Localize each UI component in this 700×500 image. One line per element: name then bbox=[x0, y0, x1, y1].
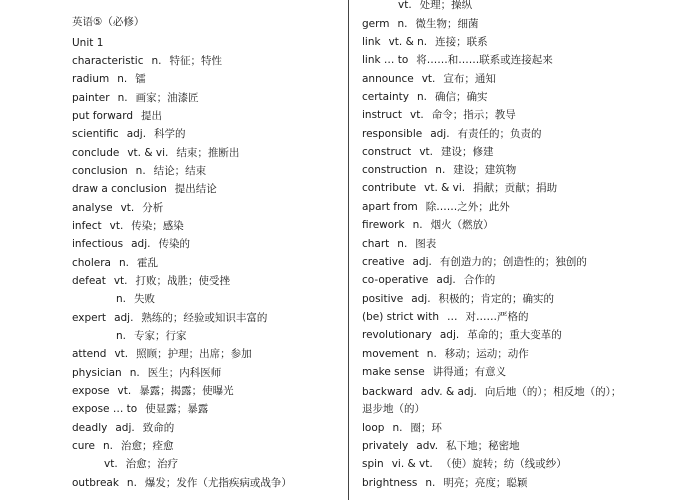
part-of-speech: n. bbox=[397, 238, 408, 250]
vocab-meaning: 除……之外；此外 bbox=[425, 201, 510, 213]
vocab-entry bbox=[362, 292, 554, 306]
vocab-entry bbox=[362, 273, 495, 287]
vocab-word: certainty bbox=[362, 91, 410, 103]
vocab-entry bbox=[362, 145, 493, 159]
vocab-entry bbox=[362, 163, 516, 177]
column-divider bbox=[348, 0, 349, 500]
part-of-speech: n. bbox=[102, 440, 113, 452]
vocab-word: expose bbox=[72, 385, 110, 397]
part-of-speech: vt. & n. bbox=[388, 36, 428, 48]
vocab-meaning: 图表 bbox=[415, 238, 437, 250]
vocab-meaning: 确信；确实 bbox=[435, 91, 488, 103]
vocab-entry bbox=[72, 91, 199, 105]
vocab-word: conclusion bbox=[72, 165, 128, 177]
vocab-entry bbox=[72, 384, 234, 398]
part-of-speech: adj. bbox=[436, 274, 456, 286]
vocab-word: brightness bbox=[362, 477, 418, 489]
vocab-entry bbox=[362, 90, 488, 104]
part-of-speech: n. bbox=[397, 18, 408, 30]
part-of-speech: n. bbox=[435, 164, 446, 176]
vocab-meaning: 提出 bbox=[141, 110, 163, 122]
vocab-meaning: 提出结论 bbox=[174, 183, 217, 195]
vocab-meaning: 科学的 bbox=[154, 128, 186, 140]
vocab-entry bbox=[72, 72, 146, 86]
part-of-speech: … bbox=[446, 311, 458, 323]
part-of-speech: adj. bbox=[439, 329, 460, 341]
part-of-speech: adj. bbox=[115, 422, 135, 434]
vocab-entry bbox=[362, 255, 587, 269]
vocab-entry bbox=[72, 146, 239, 160]
vocab-meaning: 烟火（燃放） bbox=[430, 219, 494, 231]
vocab-word: loop bbox=[362, 422, 385, 434]
part-of-speech: n. bbox=[412, 219, 423, 231]
vocab-entry bbox=[362, 200, 510, 214]
part-of-speech: n. bbox=[116, 293, 126, 305]
part-of-speech: vt. bbox=[113, 275, 128, 287]
vocab-entry bbox=[72, 274, 230, 288]
vocab-meaning: 建设；建筑物 bbox=[453, 164, 517, 176]
vocab-word: Unit 1 bbox=[72, 37, 104, 49]
part-of-speech: n. bbox=[392, 422, 403, 434]
part-of-speech: adv. bbox=[416, 440, 439, 452]
vocab-word: (be) strict with bbox=[362, 311, 439, 323]
vocab-meaning: 革命的；重大变革的 bbox=[467, 329, 562, 341]
vocab-meaning: 特征；特性 bbox=[169, 55, 222, 67]
part-of-speech: n. bbox=[129, 367, 140, 379]
vocab-word: put forward bbox=[72, 110, 134, 122]
vocab-word: expert bbox=[72, 312, 107, 324]
vocab-meaning: 治愈；痊愈 bbox=[120, 440, 174, 452]
vocab-entry bbox=[362, 347, 529, 361]
vocab-entry bbox=[72, 256, 158, 270]
vocab-meaning: 连接；联系 bbox=[435, 36, 488, 48]
vocab-entry bbox=[72, 219, 184, 233]
vocab-word: 英语⑤（必修） bbox=[72, 16, 145, 28]
part-of-speech: n. bbox=[426, 348, 437, 360]
part-of-speech: vt. bbox=[421, 73, 436, 85]
vocab-meaning: 传染；感染 bbox=[131, 220, 184, 232]
vocab-word: characteristic bbox=[72, 55, 144, 67]
part-of-speech: vi. & vt. bbox=[391, 458, 433, 470]
vocab-entry bbox=[72, 366, 221, 380]
vocab-entry bbox=[362, 476, 527, 490]
vocab-word: apart from bbox=[362, 201, 418, 213]
vocab-meaning: 建设；修建 bbox=[440, 146, 494, 158]
vocab-word: positive bbox=[362, 293, 404, 305]
vocab-word: movement bbox=[362, 348, 419, 360]
vocab-entry bbox=[116, 292, 155, 306]
vocab-word: backward bbox=[362, 386, 413, 398]
vocab-word: defeat bbox=[72, 275, 106, 287]
vocab-word: construct bbox=[362, 146, 412, 158]
vocab-word: cure bbox=[72, 440, 95, 452]
vocab-meaning: 私下地；秘密地 bbox=[446, 440, 520, 452]
vocab-word: deadly bbox=[72, 422, 108, 434]
vocab-entry bbox=[362, 108, 516, 122]
vocab-meaning: 有责任的；负责的 bbox=[457, 128, 542, 140]
vocab-entry bbox=[362, 328, 562, 342]
vocab-meaning: 照顾；护理；出席；参加 bbox=[136, 348, 252, 360]
vocab-meaning: 画家；油漆匠 bbox=[135, 92, 199, 104]
vocab-meaning: （使）旋转；纺（线或纱） bbox=[440, 458, 567, 470]
vocab-meaning: 镭 bbox=[135, 73, 146, 85]
vocab-meaning: 治愈；治疗 bbox=[125, 458, 179, 470]
vocab-entry bbox=[116, 329, 187, 343]
part-of-speech: vt. & vi. bbox=[127, 147, 169, 159]
vocab-entry bbox=[72, 421, 174, 435]
vocab-word: link bbox=[362, 36, 381, 48]
vocab-meaning: 暴露；揭露；使曝光 bbox=[139, 385, 234, 397]
part-of-speech: adj. bbox=[131, 238, 151, 250]
part-of-speech: adj. bbox=[430, 128, 450, 140]
vocab-word: infect bbox=[72, 220, 102, 232]
vocab-entry bbox=[72, 182, 217, 196]
vocab-word: make sense bbox=[362, 366, 425, 378]
vocab-entry bbox=[362, 457, 567, 471]
vocab-word: expose … to bbox=[72, 403, 138, 415]
vocab-meaning: 圈；环 bbox=[410, 422, 442, 434]
part-of-speech: vt. bbox=[120, 202, 135, 214]
vocab-word: cholera bbox=[72, 257, 111, 269]
vocab-word: construction bbox=[362, 164, 428, 176]
vocab-entry bbox=[362, 127, 542, 141]
part-of-speech: vt. bbox=[104, 458, 118, 470]
vocab-meaning: 合作的 bbox=[463, 274, 496, 286]
part-of-speech: adj. bbox=[412, 256, 432, 268]
vocab-entry bbox=[72, 476, 292, 490]
part-of-speech: n. bbox=[118, 257, 129, 269]
vocab-word: draw a conclusion bbox=[72, 183, 167, 195]
vocab-meaning: 霍乱 bbox=[136, 257, 158, 269]
vocab-word: link … to bbox=[362, 54, 409, 66]
vocab-meaning: 讲得通；有意义 bbox=[432, 366, 507, 378]
vocab-word: co-operative bbox=[362, 274, 429, 286]
vocab-entry bbox=[362, 35, 488, 49]
vocab-entry bbox=[362, 421, 442, 435]
vocab-entry bbox=[72, 311, 267, 325]
vocab-entry bbox=[104, 457, 178, 471]
vocab-entry bbox=[72, 15, 152, 29]
vocab-entry bbox=[362, 365, 506, 379]
vocab-word: germ bbox=[362, 18, 390, 30]
vocab-meaning: 处理；操纵 bbox=[419, 0, 473, 11]
part-of-speech: vt. bbox=[398, 0, 412, 11]
vocab-word: radium bbox=[72, 73, 110, 85]
part-of-speech: n. bbox=[116, 330, 126, 342]
part-of-speech: adj. bbox=[411, 293, 431, 305]
vocab-meaning: 爆发；发作（尤指疾病或战争） bbox=[144, 477, 292, 489]
part-of-speech: n. bbox=[417, 91, 428, 103]
vocab-entry bbox=[362, 181, 557, 195]
vocab-entry bbox=[72, 36, 111, 50]
part-of-speech: vt. bbox=[117, 385, 132, 397]
vocab-word: privately bbox=[362, 440, 409, 452]
vocab-entry bbox=[72, 439, 173, 453]
vocab-entry bbox=[362, 384, 624, 418]
vocab-entry bbox=[362, 310, 528, 324]
vocab-entry bbox=[72, 237, 190, 251]
vocab-meaning: 结论；结束 bbox=[153, 165, 207, 177]
vocab-word: creative bbox=[362, 256, 405, 268]
vocab-meaning: 明亮；亮度；聪颖 bbox=[443, 477, 528, 489]
vocab-meaning: 使显露；暴露 bbox=[145, 403, 209, 415]
vocab-meaning: 失败 bbox=[134, 293, 155, 305]
vocab-word: analyse bbox=[72, 202, 113, 214]
vocab-word: attend bbox=[72, 348, 107, 360]
vocab-entry bbox=[72, 347, 252, 361]
vocab-entry bbox=[72, 54, 222, 68]
vocab-entry bbox=[72, 127, 186, 141]
vocab-word: outbreak bbox=[72, 477, 119, 489]
vocab-meaning: 捐献；贡献；捐助 bbox=[473, 182, 558, 194]
vocab-entry bbox=[362, 218, 494, 232]
part-of-speech: adj. bbox=[126, 128, 147, 140]
vocab-word: chart bbox=[362, 238, 390, 250]
vocab-word: spin bbox=[362, 458, 384, 470]
vocab-entry bbox=[72, 402, 208, 416]
vocab-entry bbox=[72, 164, 206, 178]
vocab-entry bbox=[362, 17, 479, 31]
vocab-word: contribute bbox=[362, 182, 417, 194]
vocab-meaning: 结束；推断出 bbox=[176, 147, 240, 159]
vocab-meaning: 将……和……联系或连接起来 bbox=[416, 54, 553, 66]
vocab-word: scientific bbox=[72, 128, 119, 140]
vocab-meaning: 打败；战胜；使受挫 bbox=[135, 275, 231, 287]
vocab-entry bbox=[362, 72, 496, 86]
part-of-speech: n. bbox=[135, 165, 146, 177]
vocab-meaning: 命令；指示；教导 bbox=[431, 109, 516, 121]
part-of-speech: n. bbox=[117, 73, 128, 85]
vocab-word: conclude bbox=[72, 147, 120, 159]
vocab-meaning: 专家；行家 bbox=[134, 330, 187, 342]
vocab-meaning: 对……严格的 bbox=[465, 311, 529, 323]
part-of-speech: n. bbox=[425, 477, 436, 489]
vocab-meaning: 有创造力的；创造性的；独创的 bbox=[439, 256, 587, 268]
vocab-meaning: 致命的 bbox=[142, 422, 175, 434]
part-of-speech: vt. bbox=[419, 146, 433, 158]
part-of-speech: vt. bbox=[109, 220, 124, 232]
vocab-word: physician bbox=[72, 367, 122, 379]
vocab-word: instruct bbox=[362, 109, 403, 121]
vocab-meaning: 积极的；肯定的；确实的 bbox=[438, 293, 555, 305]
vocab-word: painter bbox=[72, 92, 110, 104]
vocab-word: announce bbox=[362, 73, 414, 85]
vocab-meaning: 微生物；细菌 bbox=[415, 18, 479, 30]
vocab-meaning: 向后地（的）；相反地（的）；退步地（的） bbox=[362, 386, 622, 415]
vocab-word: revolutionary bbox=[362, 329, 432, 341]
part-of-speech: vt. & vi. bbox=[424, 182, 466, 194]
vocab-meaning: 移动；运动；动作 bbox=[444, 348, 529, 360]
vocab-entry bbox=[362, 237, 436, 251]
vocab-meaning: 医生；内科医师 bbox=[147, 367, 222, 379]
part-of-speech: adj. bbox=[114, 312, 134, 324]
vocab-entry bbox=[72, 201, 163, 215]
vocab-meaning: 传染的 bbox=[158, 238, 190, 250]
vocab-word: firework bbox=[362, 219, 405, 231]
vocab-word: infectious bbox=[72, 238, 124, 250]
vocab-entry bbox=[398, 0, 472, 12]
vocab-meaning: 熟练的；经验或知识丰富的 bbox=[141, 312, 268, 324]
part-of-speech: n. bbox=[117, 92, 128, 104]
vocab-entry bbox=[362, 439, 520, 453]
part-of-speech: n. bbox=[126, 477, 137, 489]
part-of-speech: vt. bbox=[410, 109, 424, 121]
part-of-speech: adv. & adj. bbox=[420, 386, 477, 398]
vocab-entry bbox=[362, 53, 553, 67]
part-of-speech: n. bbox=[151, 55, 162, 67]
vocab-word: responsible bbox=[362, 128, 423, 140]
vocab-entry bbox=[72, 109, 162, 123]
part-of-speech: vt. bbox=[114, 348, 129, 360]
vocab-meaning: 分析 bbox=[142, 202, 164, 214]
vocab-meaning: 宣布；通知 bbox=[443, 73, 496, 85]
